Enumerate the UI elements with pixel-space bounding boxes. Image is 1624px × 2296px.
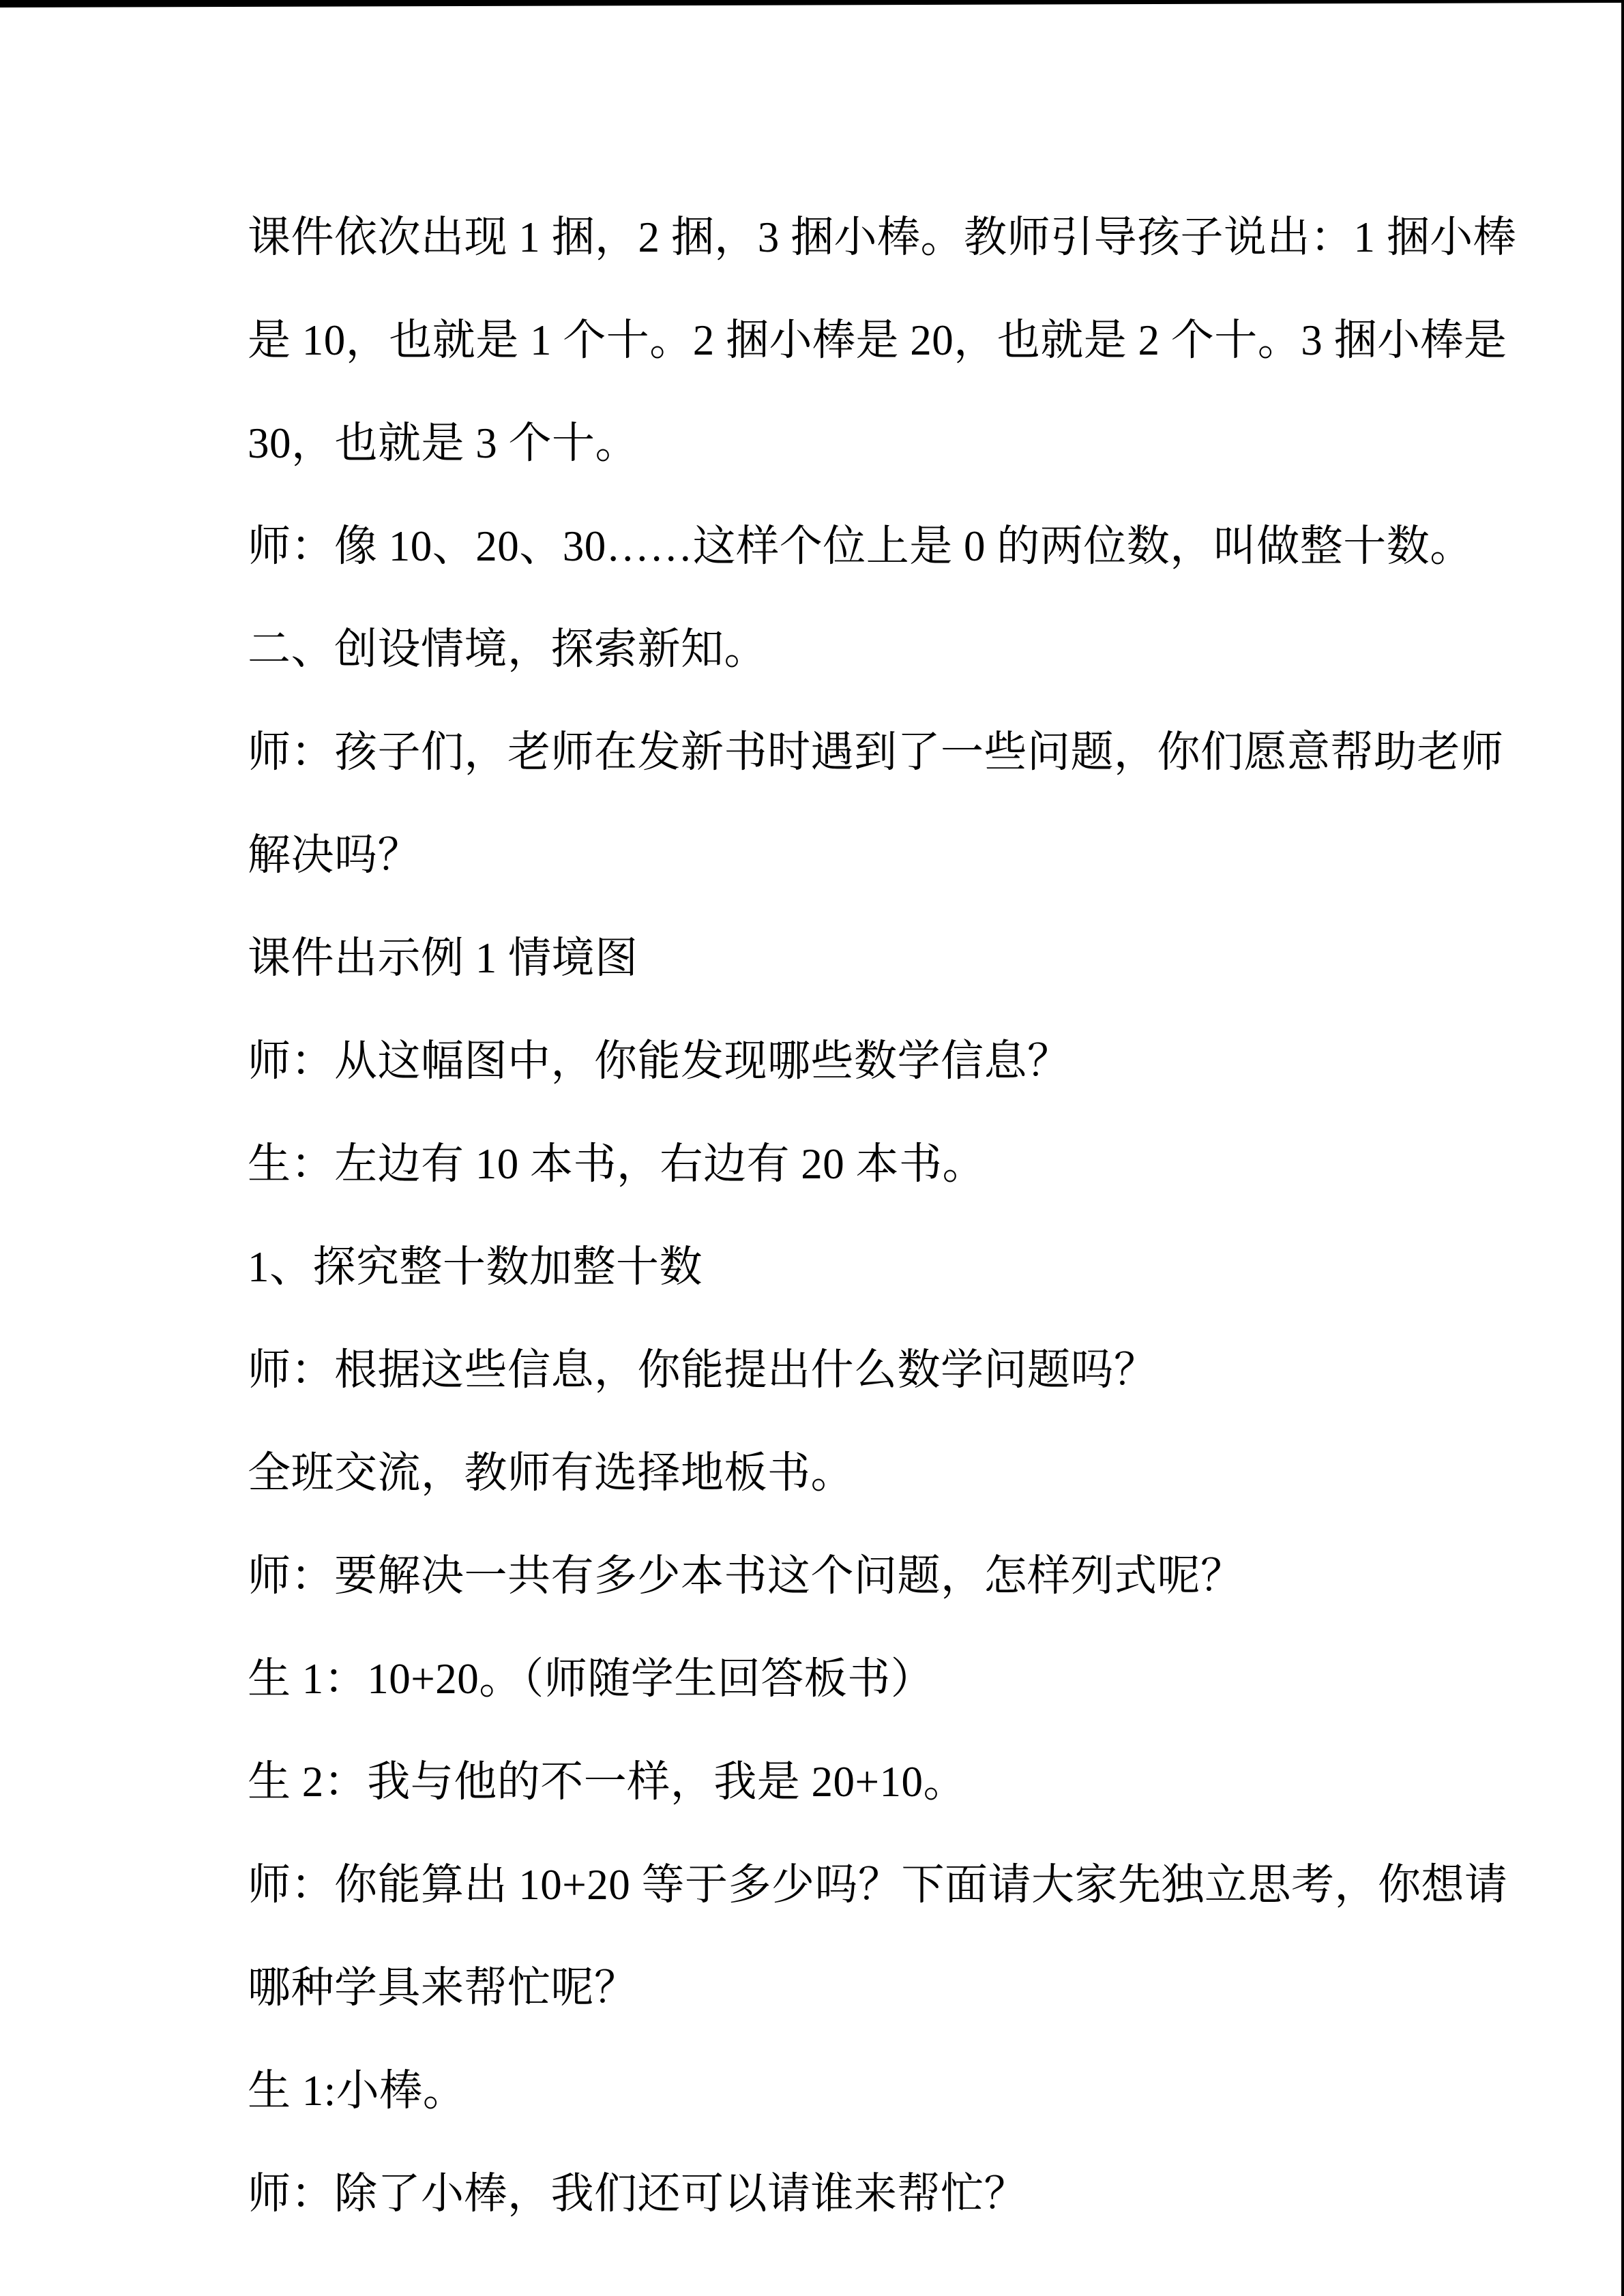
text-line: 师：根据这些信息，你能提出什么数学问题吗？ [248, 1346, 1157, 1394]
text-line: 哪种学具来帮忙呢？ [248, 1964, 638, 2012]
scan-border-top [0, 0, 1624, 8]
text-line: 生 2：我与他的不一样，我是 20+10。 [248, 1758, 967, 1806]
text-line: 师：你能算出 10+20 等于多少吗？下面请大家先独立思考，你想请 [248, 1861, 1508, 1909]
text-line: 师：像 10、20、30……这样个位上是 0 的两位数，叫做整十数。 [248, 522, 1473, 570]
text-line: 师：从这幅图中，你能发现哪些数学信息？ [248, 1037, 1071, 1085]
text-line: 生 1:小棒。 [248, 2067, 467, 2115]
document-body [248, 186, 1517, 2246]
text-line: 是 10，也就是 1 个十。2 捆小棒是 20，也就是 2 个十。3 捆小棒是 [248, 316, 1507, 364]
text-line: 解决吗？ [248, 831, 421, 879]
scan-border-right [1621, 0, 1624, 2296]
text-line: 师：除了小棒，我们还可以请谁来帮忙？ [248, 2170, 1027, 2218]
text-line: 二、创设情境，探索新知。 [248, 625, 767, 673]
text-line: 生 1：10+20。（师随学生回答板书） [248, 1655, 934, 1703]
text-line: 1、探究整十数加整十数 [248, 1243, 703, 1291]
text-line: 生：左边有 10 本书，右边有 20 本书。 [248, 1140, 986, 1188]
text-line: 课件依次出现 1 捆，2 捆，3 捆小棒。教师引导孩子说出：1 捆小棒 [248, 213, 1517, 261]
text-line: 全班交流，教师有选择地板书。 [248, 1449, 854, 1497]
text-line: 师：要解决一共有多少本书这个问题，怎样列式呢？ [248, 1552, 1244, 1600]
text-line: 课件出示例 1 情境图 [248, 934, 638, 982]
text-line: 30，也就是 3 个十。 [248, 419, 638, 467]
text-line: 师：孩子们，老师在发新书时遇到了一些问题，你们愿意帮助老师 [248, 728, 1504, 776]
